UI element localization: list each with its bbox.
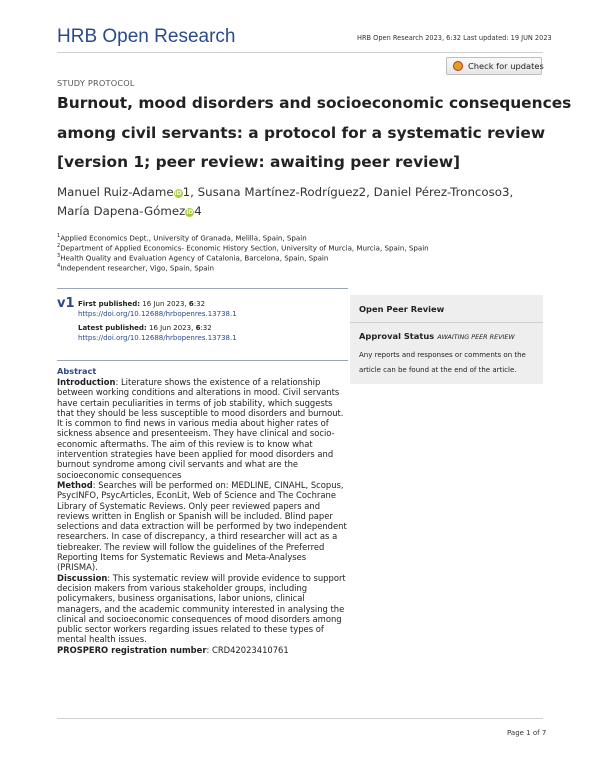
open-peer-review-title: Open Peer Review [359, 304, 445, 314]
status-badge: AWAITING PEER REVIEW [437, 333, 515, 341]
version-divider [57, 288, 348, 289]
abstract-prospero: PROSPERO registration number: CRD42023410761 [57, 644, 289, 655]
author-list: 1, Susana Martínez-Rodríguez [182, 185, 359, 199]
article-title-line2: among civil servants: a protocol for a systematic review [57, 124, 546, 142]
footer-divider [57, 718, 543, 719]
check-for-updates-label: Check for updates [468, 61, 544, 71]
abstract-introduction: Introduction: Literature shows the existence of a relationship between working conditions and alterations in mood. Civil servants have certain peculiarities in terms of job stability, which suggests that they should be less susceptible to mood disorders and burnout. It is common to find news in various media about higher rates of sickness absence and presenteeism. They have clinical and socio-economic aftermaths. The aim of this review is to know what intervention strategies have been applied for mood disorders and burnout syndrome among civil servants and what are the socioeconomic consequences [57, 377, 344, 480]
abstract-heading: Abstract [57, 366, 97, 376]
affiliation: $^1$Applied Economics Dept., University of Granada, Melilla, Spain, Spain [57, 233, 307, 243]
header-divider [57, 52, 543, 53]
orcid-icon[interactable]: iD [186, 209, 194, 216]
check-for-updates-button[interactable] [446, 57, 542, 75]
affiliation: $^3$Health Quality and Evaluation Agency of Catalonia, Barcelona, Spain, Spain [57, 253, 329, 263]
first-published: First published: 16 Jun 2023, 6:32 [78, 300, 206, 308]
peer-review-note: Any reports and responses or comments on the article can be found at the end of the article. [359, 351, 526, 374]
authors-line2 [57, 204, 202, 218]
panel-divider [350, 322, 543, 323]
authors-line1 [57, 185, 513, 199]
author-affil-num: 4 [194, 204, 202, 218]
article-type: STUDY PROTOCOL [57, 78, 135, 88]
article-title-line3: [version 1; peer review: awaiting peer review] [57, 153, 461, 171]
abstract-discussion: Discussion: This systematic review will provide evidence to support decision makers from various stakeholder groups, including policymakers, business organisations, labor unions, clinical managers, and the academic community interested in analysing the clinical and socioeconomic consequences of mood disorders among public sector workers regarding issues related to these types of mental health issues. [57, 572, 346, 645]
abstract-method: Method: Searches will be performed on: MEDLINE, CINAHL, Scopus, PsycINFO, PsycArticles, EconLit, Web of Science and The Cochrane Library of Systematic Reviews. Only peer reviewed papers and reviews written in English or Spanish will be included. Blind paper selections and data extraction will be performed by two independent researchers. In case of discrepancy, a third researcher will act as a tiebreaker. The review will follow the guidelines of the Preferred Reporting Items for Systematic Reviews and Meta-Analyses (PRISMA). [57, 479, 347, 573]
header-meta: HRB Open Research 2023, 6:32 Last updated: 19 JUN 2023 [357, 34, 552, 42]
crossmark-icon [453, 61, 463, 71]
orcid-icon[interactable]: iD [174, 190, 182, 197]
page-number: Page 1 of 7 [507, 729, 547, 737]
author-list: 3, [502, 185, 514, 199]
version-badge: v1 [57, 296, 75, 311]
author-name[interactable]: Manuel Ruiz-Adame [57, 185, 174, 199]
author-list: 2, Daniel Pérez-Troncoso [358, 185, 503, 199]
first-doi-link[interactable]: https://doi.org/10.12688/hrbopenres.13738.1 [78, 310, 237, 318]
journal-name[interactable]: HRB Open Research [57, 26, 236, 47]
author-name[interactable]: María Dapena-Gómez [57, 204, 186, 218]
article-title-line1: Burnout, mood disorders and socioeconomic consequences [57, 94, 572, 112]
affiliation: $^4$Independent researcher, Vigo, Spain, Spain [57, 263, 215, 273]
latest-doi-link[interactable]: https://doi.org/10.12688/hrbopenres.13738.1 [78, 334, 237, 342]
abstract-body [57, 377, 349, 655]
abstract-divider [57, 360, 348, 361]
affiliation: $^2$Department of Applied Economics- Economic History Section, University of Murcia, Murcia, Spain, Spain [57, 243, 429, 253]
approval-status: Approval Status AWAITING PEER REVIEW [359, 331, 515, 341]
latest-published: Latest published: 16 Jun 2023, 6:32 [78, 324, 212, 332]
